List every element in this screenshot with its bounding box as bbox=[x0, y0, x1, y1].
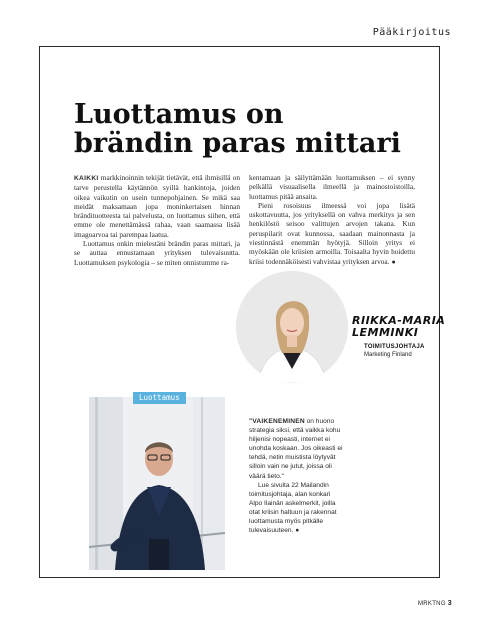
headline bbox=[74, 100, 404, 158]
quote-paragraph bbox=[249, 481, 345, 536]
author-title: TOIMITUSJOHTAJA bbox=[364, 344, 425, 350]
signature-line-2: LEMMINKI bbox=[352, 326, 419, 339]
pull-quote bbox=[249, 417, 345, 535]
end-mark-icon: ● bbox=[391, 257, 396, 266]
lead-word: KAIKKI bbox=[74, 175, 99, 182]
feature-photo bbox=[89, 397, 225, 570]
end-mark-icon: ● bbox=[295, 527, 300, 535]
section-label: Pääkirjoitus bbox=[372, 27, 451, 38]
paragraph-text: markkinoinnin tekijät tietävät, että ihmisillä on tarve perustella käytännön syillä hankintoja, joiden oikea vaikutin on usein tunnepohjainen. Se mikä saa meidät maksamaan jopa moninkertaisen hinnan brändituotteesta tai palvelusta, on luottamus siihen, että emme ole menettämässä rahaa, vaan saamassa lisää imagoarvoa tai parempaa laatua. bbox=[74, 173, 240, 239]
article-paragraph: Luottamus onkin mielestäni brändin paras mittari, ja se auttaa ennustamaan yrityksen tulevaisuutta. Luottamuksen psykologia – se miten onnistumme ra- bbox=[74, 239, 240, 267]
photo-tag: Luottamus bbox=[133, 392, 186, 404]
signature-line-1: RIIKKA-MARIA bbox=[352, 314, 446, 327]
quote-lead-word: "VAIKENEMINEN bbox=[249, 418, 305, 425]
magazine-name: MRKTNG bbox=[417, 601, 446, 607]
author-organization: Marketing Finland bbox=[364, 352, 412, 358]
paragraph-text: Pieni rosoisuus ilmeessä voi jopa lisätä uskottavuutta, jos yrityksellä on vahva merkitys ja sen henkilöstö seisoo valittujen arvojen takana. Kun peruspilarit ovat kunnossa, saadaan mainonnasta ja viestinnästä enemmän hyötyjä. Silloin yritys ei myöskään ole kriisien armoilla. Toisaalta hyvin hoidettu kriisi todennäköisesti vahvistaa yrityksen arvoa. bbox=[249, 200, 415, 266]
article-paragraph bbox=[74, 173, 240, 239]
headline-line-1: Luottamus on bbox=[74, 99, 284, 130]
article-paragraph: kentamaan ja säilyttämään luottamuksen – ei synny pelkällä visuaalisella ilmeellä ja mainostoistoilla, luottamus pitää ansaita. bbox=[249, 173, 415, 201]
quote-paragraph bbox=[249, 417, 345, 481]
quote-text: on huono strategia siksi, että vaikka kohu hiljenisi nopeasti, internet ei unohda koskaan. Jos oikeasti ei tehdä, netin muistista löytyvät silloin vain ne jutut, joissa oli väärä tieto." bbox=[249, 418, 343, 480]
article-column-right bbox=[249, 173, 415, 267]
author-portrait bbox=[236, 271, 348, 383]
page-folio bbox=[418, 600, 452, 607]
headline-line-2: brändin paras mittari bbox=[74, 128, 401, 159]
article-paragraph bbox=[249, 201, 415, 267]
page-number: 3 bbox=[447, 600, 452, 607]
quote-text: Lue sivulta 22 Mailandin toimitusjohtaja, alan konkari Alpo Ilainän askelmerkit, joilla otat kriisin haltuun ja rakennat luottamusta myös pitkälle tulevaisuuteen. bbox=[249, 481, 337, 535]
article-column-left bbox=[74, 173, 240, 267]
author-signature bbox=[352, 315, 452, 339]
